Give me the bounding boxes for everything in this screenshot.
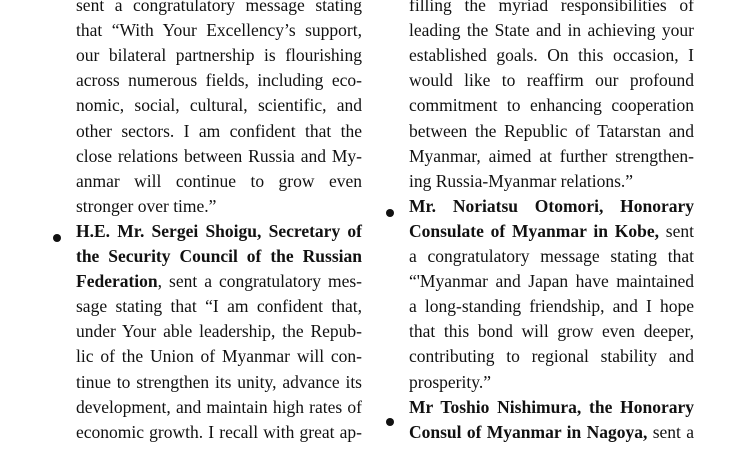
text-line: Myanmar, aimed at further strengthen-: [409, 145, 694, 166]
text-line: established goals. On this occasion, I: [409, 45, 694, 66]
text-line: under Your able leadership, the Repub-: [76, 321, 362, 342]
text-line: stronger over time.”: [76, 195, 217, 216]
bold-name: H.E. Mr. Sergei Shoigu, Secretary of: [76, 220, 362, 241]
text-line: would like to reaffirm our profound: [409, 70, 694, 91]
text-line: Consulate of Myanmar in Kobe, sent: [409, 220, 694, 241]
text-line: “'Myanmar and Japan have maintained: [409, 271, 694, 292]
text-line: [409, 194, 694, 219]
text-line: development, and maintain high rates of: [76, 396, 362, 417]
text-line: Consul of Myanmar in Nagoya, sent a: [409, 421, 694, 442]
text-line: that “With Your Excellency’s support,: [76, 20, 362, 41]
text-line: leading the State and in achieving your: [409, 20, 694, 41]
bullet-shoigu: [53, 234, 61, 242]
text-line: prosperity.”: [409, 371, 491, 392]
text-line: a long-standing friendship, and I hope: [409, 296, 694, 317]
text-line: anmar will continue to grow even: [76, 170, 362, 191]
bold-name: Mr. Noriatsu Otomori, Honorary: [409, 195, 694, 216]
text-line: between the Republic of Tatarstan and: [409, 120, 694, 141]
text-line: tinue to strengthen its unity, advance its: [76, 371, 362, 392]
text-line: ing Russia-Myanmar relations.”: [409, 170, 634, 191]
text-line: [409, 395, 694, 420]
text-line: nomic, social, cultural, scientific, and: [76, 95, 362, 116]
text-line: close relations between Russia and My-: [76, 145, 362, 166]
bullet-nishimura: [386, 418, 394, 426]
text-line: our bilateral partnership is flourishing: [76, 45, 362, 66]
text-line: [76, 219, 362, 244]
bullet-otomori: [386, 209, 394, 217]
bold-name: Mr Toshio Nishimura, the Honorary: [409, 396, 694, 417]
text-line: contributing to regional stability and: [409, 346, 694, 367]
text-line: Federation, sent a congratulatory mes-: [76, 271, 362, 292]
text-line: sent a congratulatory message stating: [76, 0, 362, 15]
text-line: commitment to enhancing cooperation: [409, 95, 694, 116]
text-line: [76, 244, 362, 269]
text-line: lic of the Union of Myanmar will con-: [76, 346, 362, 367]
bold-name: Consul of Myanmar in Nagoya,: [409, 421, 648, 442]
text-line: sage stating that “I am confident that,: [76, 296, 362, 317]
text-line: economic growth. I recall with great ap-: [76, 421, 362, 442]
bold-name: the Security Council of the Russian: [76, 246, 362, 266]
bold-name: Federation: [76, 271, 158, 292]
text-line: a congratulatory message stating that: [409, 246, 694, 266]
text-line: other sectors. I am confident that the: [76, 120, 362, 141]
text-line: filling the myriad responsibilities of: [409, 0, 694, 15]
text-line: across numerous fields, including eco-: [76, 70, 362, 91]
text-line: that this bond will grow even deeper,: [409, 321, 694, 342]
bold-name: Consulate of Myanmar in Kobe,: [409, 220, 659, 241]
